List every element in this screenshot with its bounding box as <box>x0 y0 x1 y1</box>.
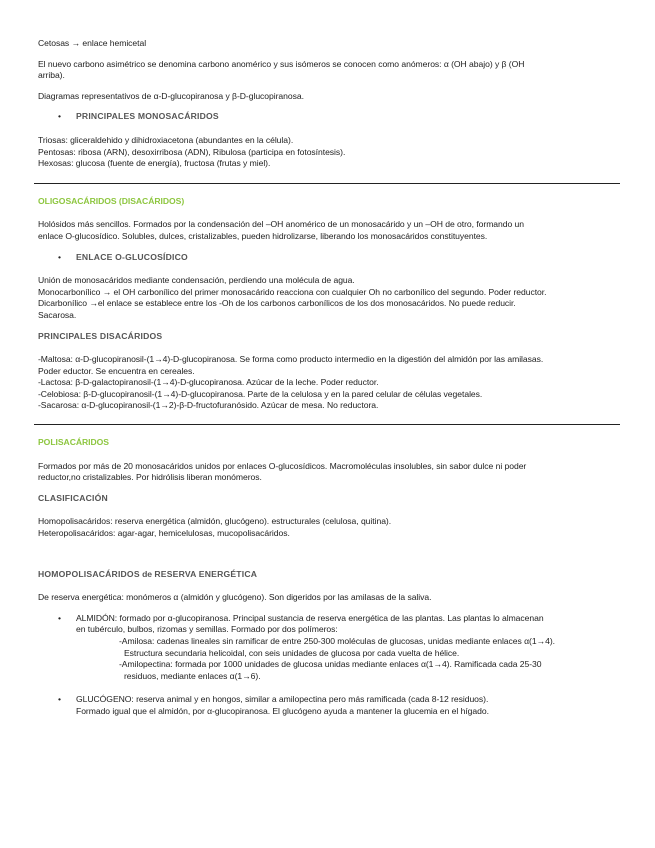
homopolisacaridos-heading <box>38 569 619 581</box>
monosacaridos-heading-item <box>38 111 619 123</box>
sacarosa-line: Sacarosa. <box>38 309 77 320</box>
bullet-icon: • <box>58 251 61 262</box>
amilosa-line: -Amilosa: cadenas lineales sin ramificar de entre 250-300 moléculas de glucosas, unidas mediante enlaces α(1→4). <box>119 636 555 646</box>
reserva-list <box>38 613 619 718</box>
diagramas-line: Diagramas representativos de α-D-glucopiranosa y β-D-glucopiranosa. <box>38 90 304 101</box>
monocarbonilico-line: Monocarbonílico → el OH carbonílico del primer monosacárido reacciona con cualquier Oh no carbonílico del segundo. Poder reductor. <box>38 286 547 297</box>
bullet-icon: • <box>58 111 61 122</box>
enlace-heading: ENLACE O-GLUCOSÍDICO <box>76 251 188 262</box>
almidon-line: ALMIDÓN: formado por α-glucopiranosa. Principal sustancia de reserva energética de las plantas. Las plantas lo almacenan <box>76 612 544 623</box>
bullet-icon: • <box>58 694 61 705</box>
oligosacaridos-desc: Holósidos más sencillos. Formados por la condensación del –OH anomérico de un monosacárido y un –OH de otro, formando un <box>38 219 525 230</box>
almidon-item <box>38 613 619 683</box>
reserva-desc: De reserva energética: monómeros α (almidón y glucógeno). Son digeridos por las amilasas de la saliva. <box>38 592 432 603</box>
homopolisacaridos-heading-rest: RESERVA ENERGÉTICA <box>154 568 258 579</box>
homopolisacaridos-heading-de: de <box>142 568 153 579</box>
lactosa-line: -Lactosa: β-D-galactopiranosil-(1→4)-D-glucopiranosa. Azúcar de la leche. Poder reductor. <box>38 377 379 388</box>
monosacaridos-heading-list <box>38 111 619 123</box>
polisacaridos-desc-cont: reductor,no cristalizables. Por hidrólisis liberan monómeros. <box>38 472 262 483</box>
amilopectina-line-cont: residuos, mediante enlaces α(1→6). <box>124 670 261 681</box>
amilopectina-line: -Amilopectina: formada por 1000 unidades de glucosa unidas mediante enlaces α(1→4). Ramificada cada 25-30 <box>119 659 542 670</box>
triosas-line: Triosas: gliceraldehido y dihidroxiacetona (abundantes en la célula). <box>38 134 294 145</box>
maltosa-line-cont: Poder eductor. Se encuentra en cereales. <box>38 365 195 376</box>
clasificacion-heading: CLASIFICACIÓN <box>38 492 108 503</box>
enlace-heading-list <box>38 252 619 264</box>
bullet-icon: • <box>58 612 61 623</box>
hexosas-line: Hexosas: glucosa (fuente de energía), fructosa (frutas y miel). <box>38 158 271 169</box>
dicarbonilico-line: Dicarbonílico →el enlace se establece entre los -Oh de los carbonos carbonílicos de los dos monosacáridos. No puede reducir. <box>38 298 516 309</box>
oligosacaridos-heading: OLIGOSACÁRIDOS (DISACÁRIDOS) <box>38 195 185 206</box>
glucogeno-line: GLUCÓGENO: reserva animal y en hongos, similar a amilopectina pero más ramificada (cada 8-12 residuos). <box>76 694 489 705</box>
glucogeno-item <box>38 694 619 717</box>
cetosas-line: Cetosas → enlace hemicetal <box>38 38 147 48</box>
union-line: Unión de monosacáridos mediante condensación, perdiendo una molécula de agua. <box>38 275 355 286</box>
principales-disacaridos-heading: PRINCIPALES DISACÁRIDOS <box>38 330 163 341</box>
homopolisacaridos-heading-main: HOMOPOLISACÁRIDOS <box>38 568 140 579</box>
pentosas-line: Pentosas: ribosa (ARN), desoxirribosa (ADN), Ribulosa (participa en fotosíntesis). <box>38 146 346 157</box>
oligosacaridos-desc-cont: enlace O-glucosídico. Solubles, dulces, cristalizables, pueden hidrolizarse, liberando los monosacáridos constituyentes. <box>38 230 488 241</box>
section-divider <box>34 183 620 184</box>
celobiosa-line: -Celobiosa: β-D-glucopiranosil-(1→4)-D-glucopiranosa. Parte de la celulosa y en la pared celular de células vegetales. <box>38 388 483 399</box>
maltosa-line: -Maltosa: α-D-glucopiranosil-(1→4)-D-glucopiranosa. Se forma como producto intermedio en la digestión del almidón por las amilasas. <box>38 354 544 365</box>
enlace-heading-item <box>38 252 619 264</box>
polisacaridos-desc: Formados por más de 20 monosacáridos unidos por enlaces O-glucosídicos. Macromoléculas insolubles, sin sabor dulce ni poder <box>38 460 527 471</box>
sacarosa-item-line: -Sacarosa: α-D-glucopiranosil-(1→2)-β-D-fructofuranósido. Azúcar de mesa. No reductora. <box>38 400 379 411</box>
anomeric-paragraph-cont: arriba). <box>38 70 65 81</box>
polisacaridos-heading: POLISACÁRIDOS <box>38 437 109 448</box>
monosacaridos-heading: PRINCIPALES MONOSACÁRIDOS <box>76 111 219 122</box>
almidon-line-cont: en tubérculo, bulbos, rizomas y semillas. Formado por dos polímeros: <box>76 624 338 635</box>
section-divider <box>34 424 620 425</box>
glucogeno-line-cont: Formado igual que el almidón, por α-glucopiranosa. El glucógeno ayuda a mantener la glucemia en el hígado. <box>76 705 489 716</box>
anomeric-paragraph: El nuevo carbono asimétrico se denomina carbono anomérico y sus isómeros se conocen como anómeros: α (OH abajo) y β (OH <box>38 58 525 69</box>
amilosa-line-cont: Estructura secundaria helicoidal, con seis unidades de glucosa por cada vuelta de hélice. <box>124 647 460 658</box>
homopolisacaridos-line: Homopolisacáridos: reserva energética (almidón, glucógeno). estructurales (celulosa, quitina). <box>38 516 392 527</box>
heteropolisacaridos-line: Heteropolisacáridos: agar-agar, hemicelulosas, mucopolisacáridos. <box>38 528 290 539</box>
